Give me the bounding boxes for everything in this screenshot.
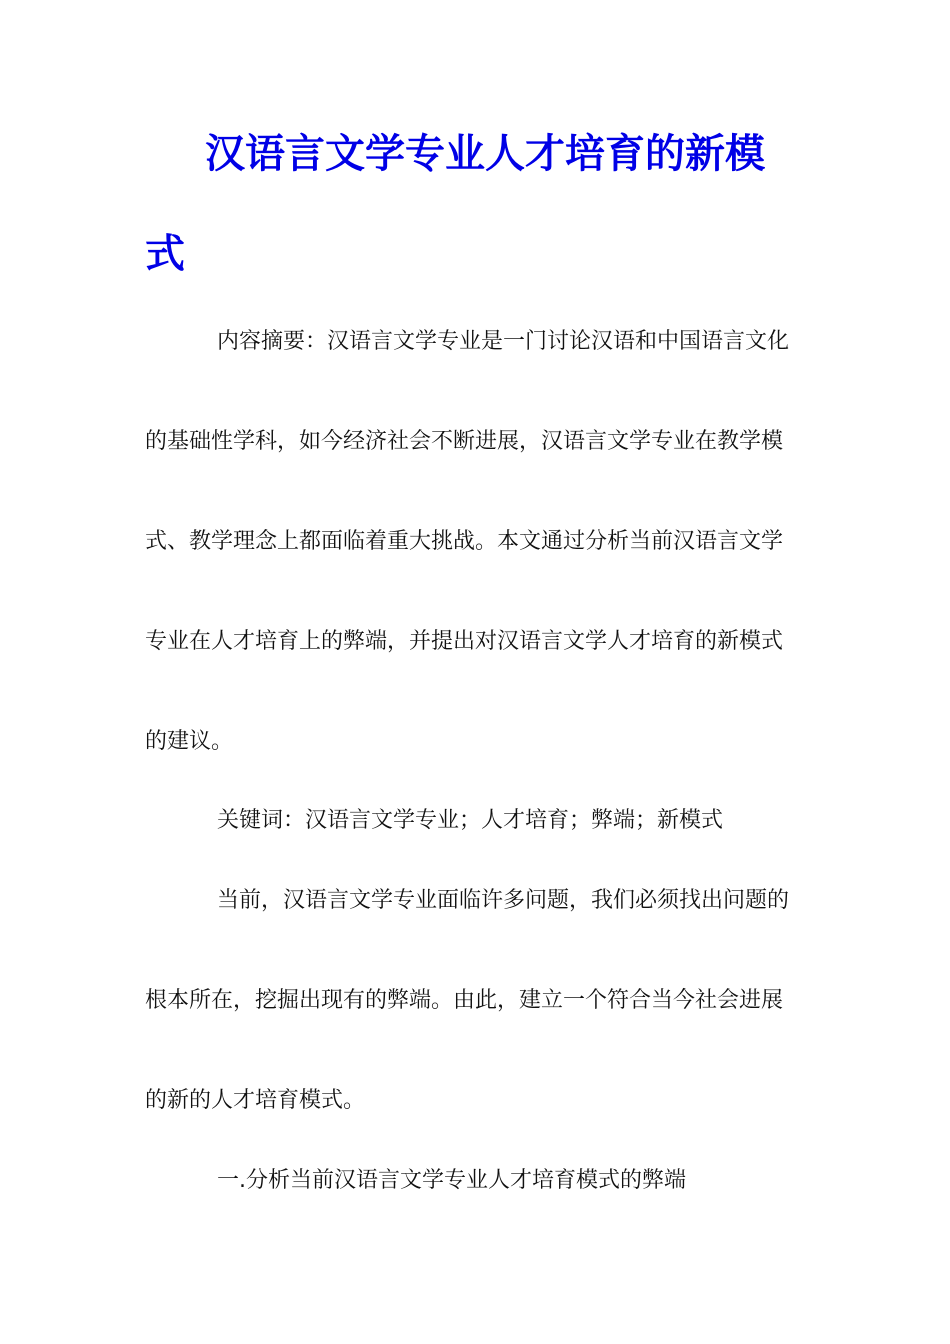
title-line-2: 式	[145, 230, 185, 277]
abstract-line-1: 内容摘要：汉语言文学专业是一门讨论汉语和中国语言文化	[217, 329, 790, 354]
intro-line-2: 根本所在，挖掘出现有的弊端。由此，建立一个符合当今社会进展	[145, 988, 784, 1013]
abstract-line-3: 式、教学理念上都面临着重大挑战。本文通过分析当前汉语言文学	[145, 529, 784, 554]
intro-line-3: 的新的人才培育模式。	[145, 1088, 366, 1113]
abstract-line-4: 专业在人才培育上的弊端，并提出对汉语言文学人才培育的新模式	[145, 629, 784, 654]
abstract-line-5: 的建议。	[145, 729, 234, 754]
title-line-1: 汉语言文学专业人才培育的新模	[205, 130, 765, 177]
intro-line-1: 当前，汉语言文学专业面临许多问题，我们必须找出问题的	[217, 888, 790, 913]
section-heading: 一.分析当前汉语言文学专业人才培育模式的弊端	[217, 1168, 686, 1193]
abstract-line-2: 的基础性学科，如今经济社会不断进展，汉语言文学专业在教学模	[145, 429, 784, 454]
keywords-line: 关键词：汉语言文学专业；人才培育；弊端；新模式	[217, 808, 724, 833]
